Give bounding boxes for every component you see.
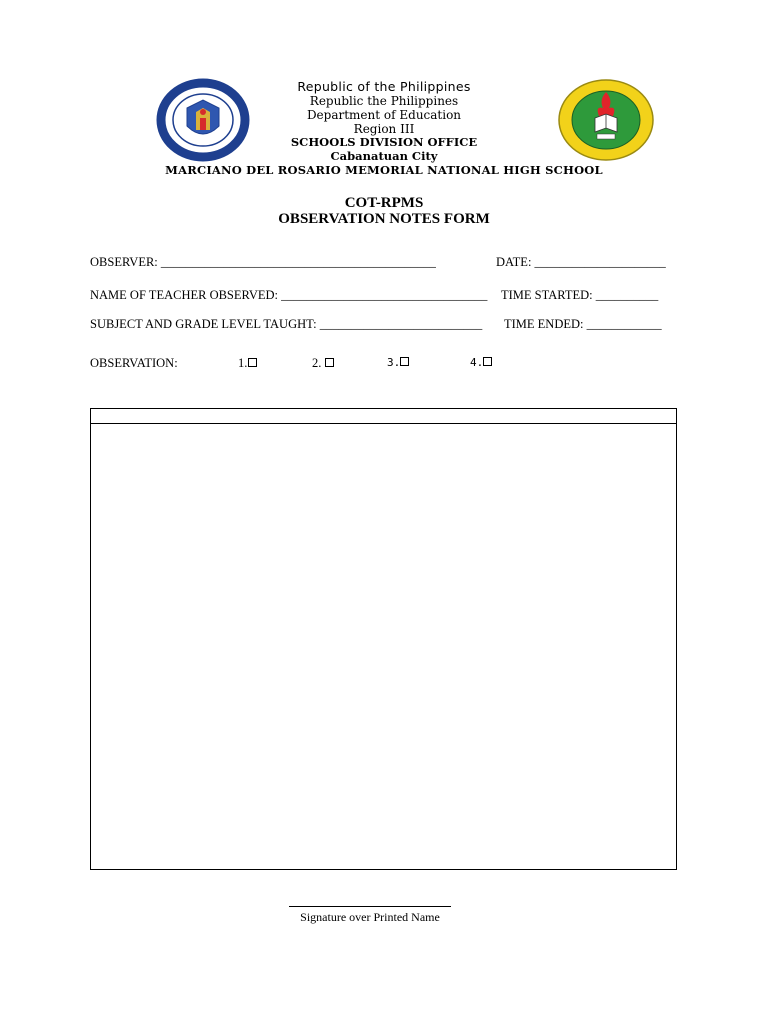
observation-option-3[interactable] [387,357,409,368]
header-region: Region III [353,122,415,136]
form-title: COT-RPMS [344,195,424,211]
notes-header-divider [91,423,676,424]
checkbox-icon[interactable] [400,357,409,366]
option-2-label: 2. [312,356,322,370]
form-subtitle: OBSERVATION NOTES FORM [278,211,490,227]
teacher-observed-field[interactable]: NAME OF TEACHER OBSERVED: _________________________________ [90,288,488,302]
option-3-label: 3. [387,356,401,369]
observation-label: OBSERVATION: [90,356,178,370]
header-republic-secondary: Republic the Philippines [309,94,459,108]
subject-grade-field[interactable]: SUBJECT AND GRADE LEVEL TAUGHT: __________________________ [90,317,483,331]
observer-field[interactable]: OBSERVER: ____________________________________________ [90,255,436,269]
observation-option-4[interactable] [470,357,492,368]
header-department: Department of Education [306,108,462,122]
time-ended-field[interactable]: TIME ENDED: ____________ [504,317,662,331]
time-started-field[interactable]: TIME STARTED: __________ [501,288,659,302]
checkbox-icon[interactable] [325,358,334,367]
date-field[interactable]: DATE: _____________________ [496,255,666,269]
option-1-label: 1. [238,356,248,370]
option-4-label: 4. [470,356,484,369]
observation-notes-box[interactable] [90,408,677,870]
header-republic: Republic of the Philippines [297,79,471,94]
header-school-name: MARCIANO DEL ROSARIO MEMORIAL NATIONAL HIGH SCHOOL [165,163,603,177]
observation-option-1[interactable] [238,357,257,370]
signature-label: Signature over Printed Name [300,910,440,924]
header-city: Cabanatuan City [330,149,438,163]
header-division-office: SCHOOLS DIVISION OFFICE [290,135,478,149]
observation-option-2[interactable] [312,357,334,370]
checkbox-icon[interactable] [248,358,257,367]
signature-line[interactable] [289,906,451,907]
checkbox-icon[interactable] [483,357,492,366]
